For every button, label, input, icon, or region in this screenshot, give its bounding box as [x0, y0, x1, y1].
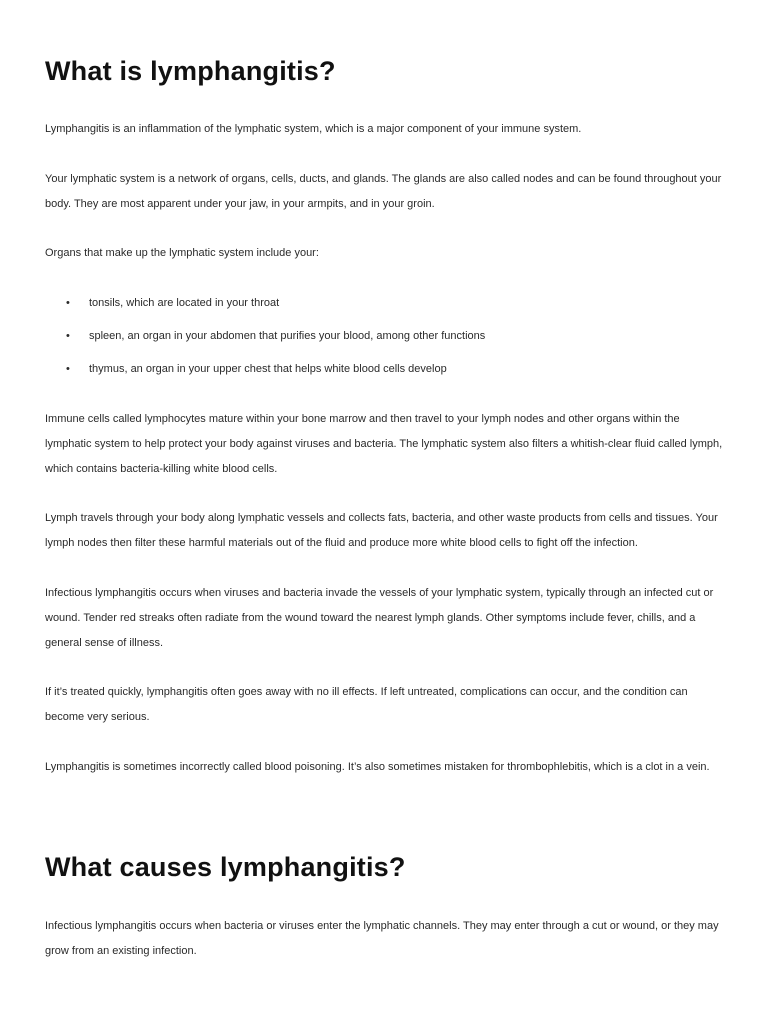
- heading-what-is-lymphangitis: What is lymphangitis?: [45, 56, 336, 86]
- list-item-text: tonsils, which are located in your throat: [89, 297, 280, 309]
- paragraph-infectious: Infectious lymphangitis occurs when viruses and bacteria invade the vessels of your lymphatic system, typically through an infected cut or wound. Tender red streaks often radiate from the wound toward the nearest lymph glands. Other symptoms include fever, chills, and a general sense of illness.: [45, 587, 714, 649]
- paragraph-organs-intro: Organs that make up the lymphatic system include your:: [45, 247, 319, 259]
- list-item-text: thymus, an organ in your upper chest that helps white blood cells develop: [89, 363, 447, 375]
- paragraph-treatment: If it’s treated quickly, lymphangitis often goes away with no ill effects. If left untreated, complications can occur, and the condition can become very serious.: [45, 686, 688, 723]
- list-item-text: spleen, an organ in your abdomen that purifies your blood, among other functions: [89, 330, 486, 342]
- bullet-icon: •: [66, 363, 70, 375]
- paragraph-lymphatic-network: Your lymphatic system is a network of organs, cells, ducts, and glands. The glands are also called nodes and can be found throughout your body. They are most apparent under your jaw, in your armpits, and in your groin.: [45, 173, 722, 210]
- paragraph-immune-cells: Immune cells called lymphocytes mature within your bone marrow and then travel to your lymph nodes and other organs within the lymphatic system to help protect your body against viruses and bacteria. The lymphatic system also filters a whitish-clear fluid called lymph, which contains bacteria-killing white blood cells.: [45, 413, 723, 475]
- paragraph-definition: Lymphangitis is an inflammation of the lymphatic system, which is a major component of your immune system.: [45, 123, 582, 135]
- bullet-icon: •: [66, 297, 70, 309]
- paragraph-causes: Infectious lymphangitis occurs when bacteria or viruses enter the lymphatic channels. They may enter through a cut or wound, or they may grow from an existing infection.: [45, 920, 719, 957]
- paragraph-blood-poisoning: Lymphangitis is sometimes incorrectly called blood poisoning. It’s also sometimes mistaken for thrombophlebitis, which is a clot in a vein.: [45, 761, 710, 773]
- heading-what-causes-lymphangitis: What causes lymphangitis?: [45, 852, 406, 882]
- paragraph-lymph-travels: Lymph travels through your body along lymphatic vessels and collects fats, bacteria, and other waste products from cells and tissues. Your lymph nodes then filter these harmful materials out of the fluid and produce more white blood cells to fight off the infection.: [45, 512, 718, 549]
- bullet-icon: •: [66, 330, 70, 342]
